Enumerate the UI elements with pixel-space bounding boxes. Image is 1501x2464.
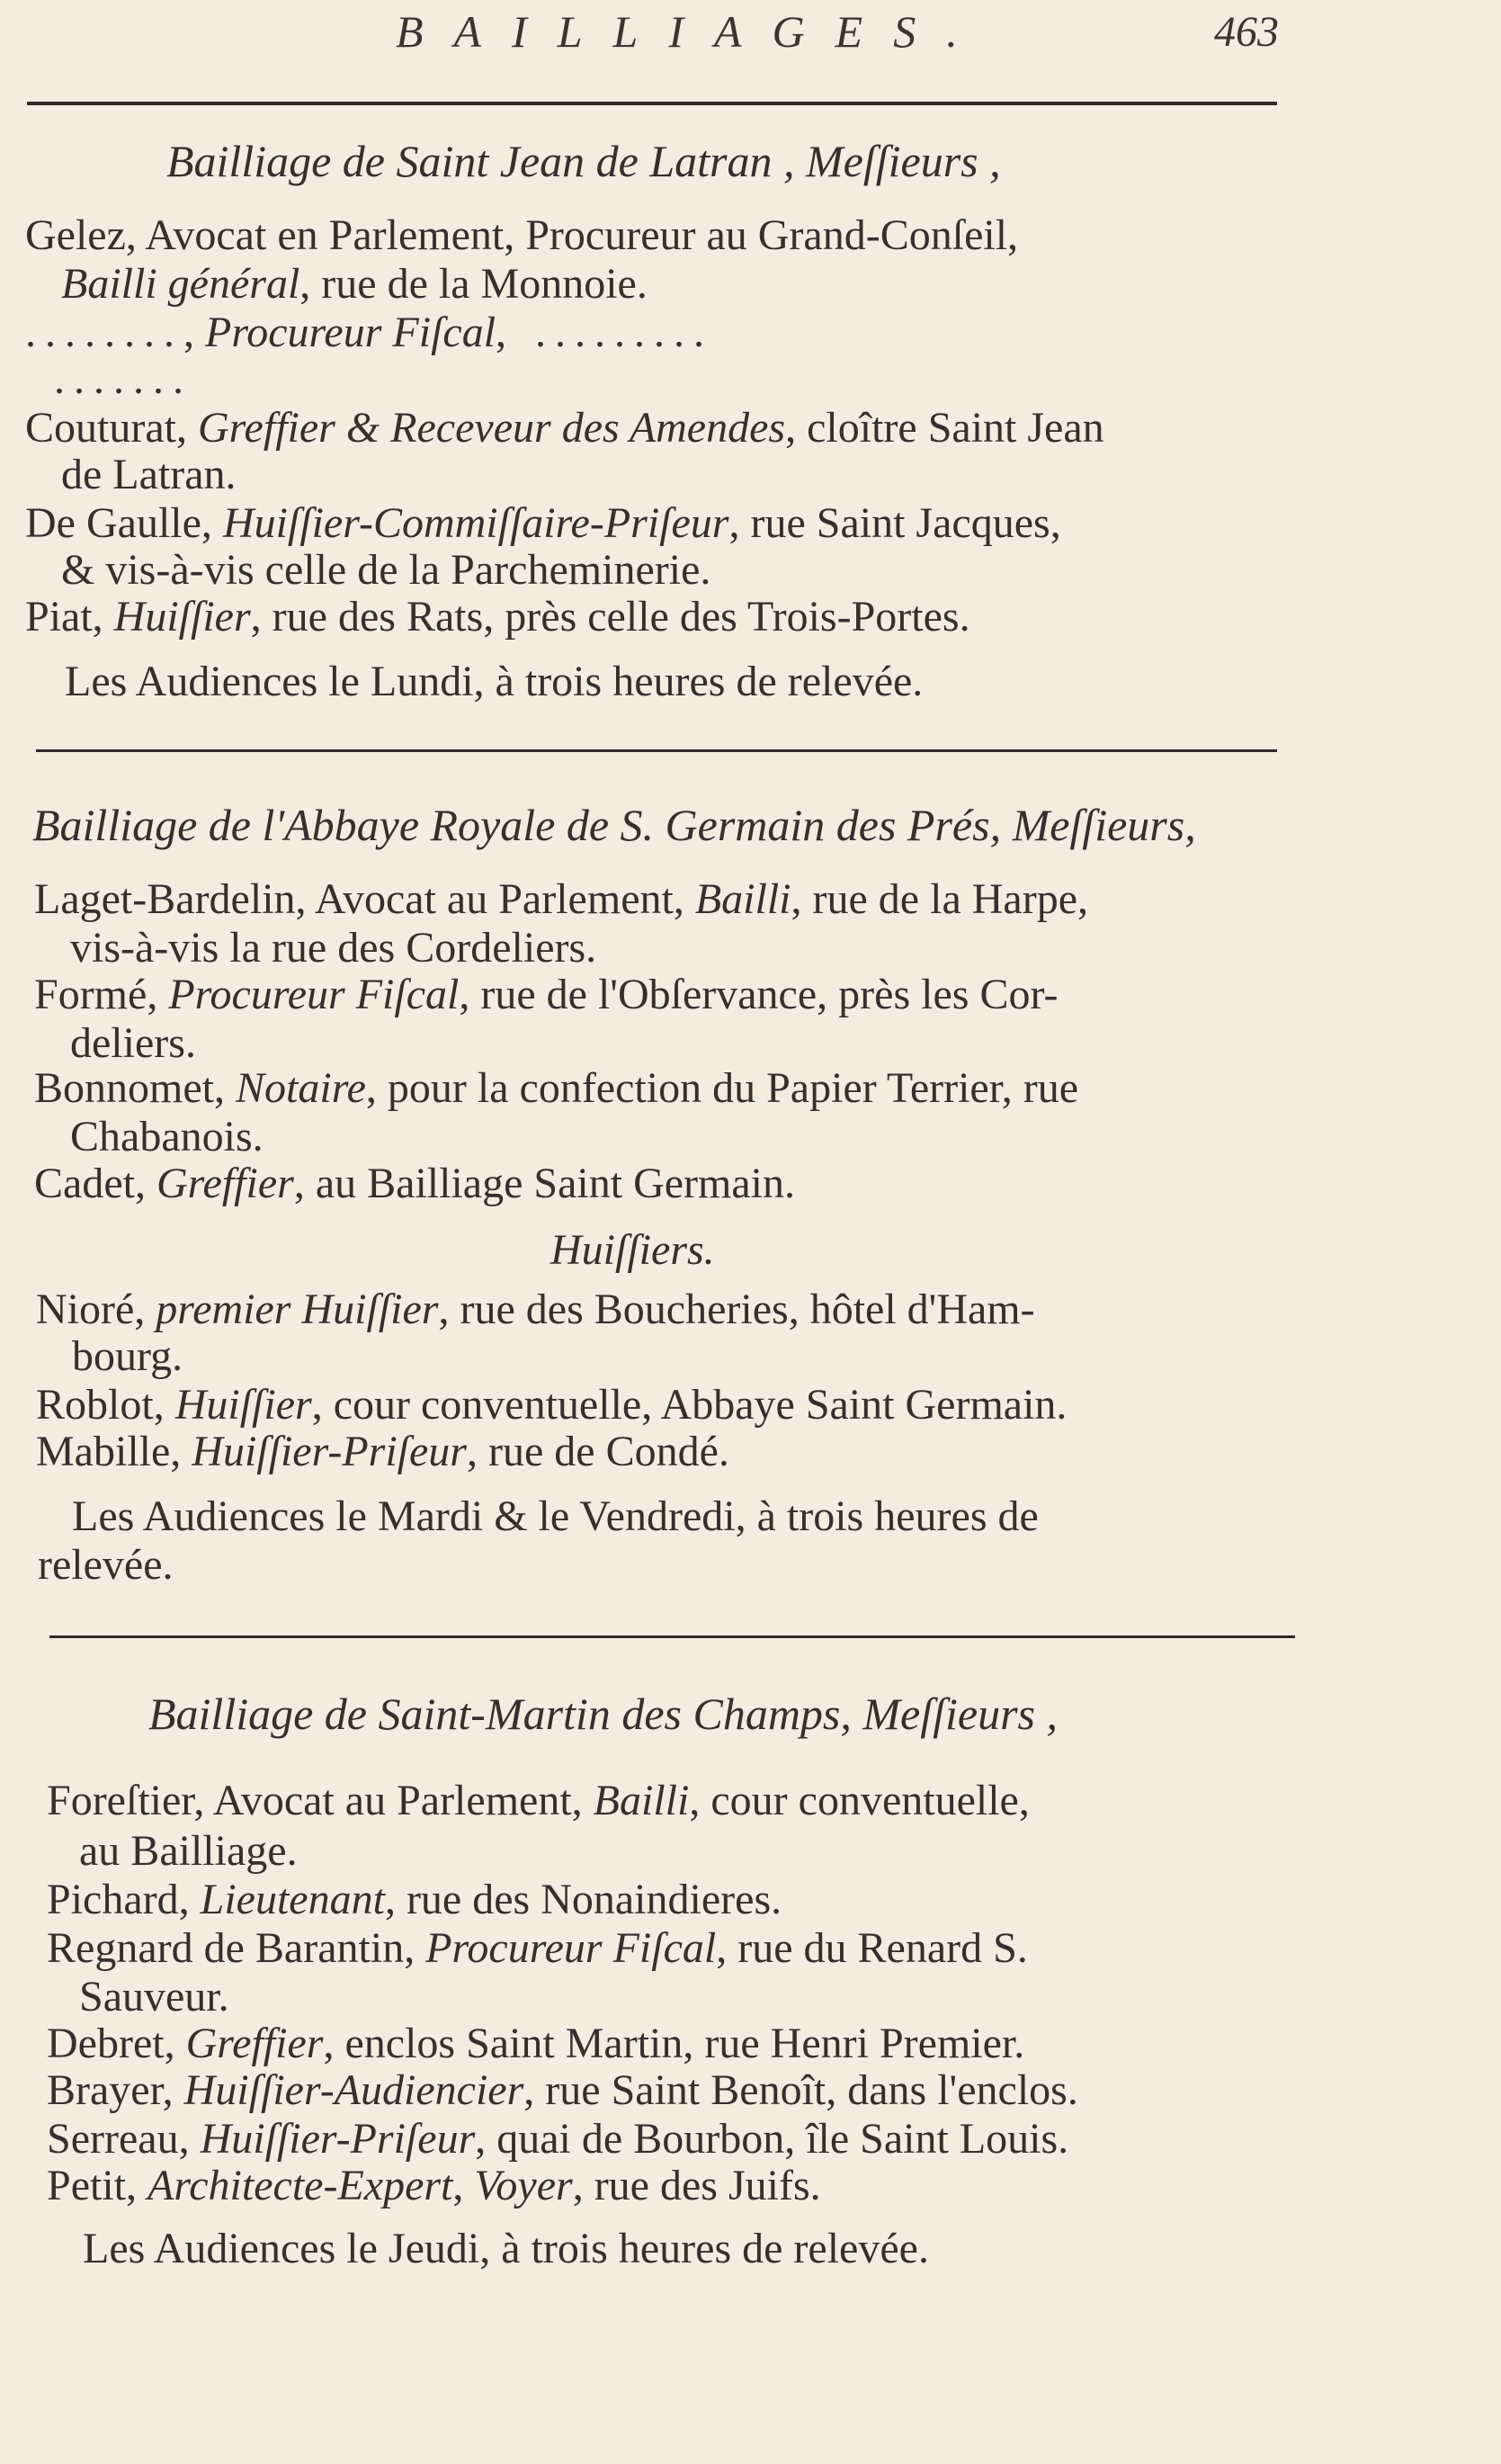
entry-gelez: Gelez, Avocat en Parlement, Procureur au Grand-Conſeil,: [25, 211, 1019, 259]
entry-laget: Laget-Bardelin, Avocat au Parlement, Bailli, rue de la Harpe,: [34, 875, 1089, 923]
entry-forme: Formé, Procureur Fiſcal, rue de l'Obſervance, près les Cor-: [34, 971, 1059, 1018]
section-divider-1: [36, 749, 1277, 752]
audiences-saint-martin: Les Audiences le Jeudi, à trois heures de relevée.: [83, 2225, 929, 2272]
entry-bonnomet: Bonnomet, Notaire, pour la confection du Papier Terrier, rue: [34, 1064, 1079, 1112]
entry-debret: Debret, Greffier, enclos Saint Martin, rue Henri Premier.: [47, 2020, 1025, 2067]
page-number: 463: [1214, 8, 1279, 56]
entry-de-gaulle: De Gaulle, Huiſſier-Commiſſaire-Priſeur, rue Saint Jacques,: [25, 499, 1061, 547]
entry-regnard: Regnard de Barantin, Procureur Fiſcal, rue du Renard S.: [47, 1924, 1028, 1972]
audiences-saint-germain: Les Audiences le Mardi & le Vendredi, à trois heures de: [72, 1492, 1039, 1540]
entry-pichard: Pichard, Lieutenant, rue des Nonaindieres.: [47, 1876, 782, 1923]
running-header: [0, 5, 1501, 68]
entry-dots: .......: [54, 355, 192, 403]
entry-forestier: Foreſtier, Avocat au Parlement, Bailli, cour conventuelle,: [47, 1777, 1030, 1824]
entry-forme-cont: deliers.: [70, 1019, 196, 1067]
audiences-saint-jean: Les Audiences le Lundi, à trois heures de relevée.: [65, 658, 924, 705]
entry-bonnomet-cont: Chabanois.: [70, 1113, 264, 1160]
section-heading-saint-martin: Bailliage de Saint-Martin des Champs, Meſſieurs ,: [148, 1689, 1059, 1739]
entry-roblot: Roblot, Huiſſier, cour conventuelle, Abbaye Saint Germain.: [36, 1381, 1068, 1429]
entry-couturat-cont: de Latran.: [61, 451, 237, 498]
entry-laget-cont: vis-à-vis la rue des Cordeliers.: [70, 924, 597, 972]
entry-regnard-cont: Sauveur.: [79, 1973, 229, 2020]
entry-brayer: Brayer, Huiſſier-Audiencier, rue Saint Benoît, dans l'enclos.: [47, 2066, 1078, 2114]
entry-procureur-fiscal: ........, Procureur Fiſcal, .........: [25, 309, 714, 356]
entry-serreau: Serreau, Huiſſier-Priſeur, quai de Bourbon, île Saint Louis.: [47, 2115, 1069, 2163]
entry-niore-cont: bourg.: [72, 1332, 183, 1380]
entry-niore: Nioré, premier Huiſſier, rue des Boucheries, hôtel d'Ham-: [36, 1286, 1035, 1333]
subheading-huissiers: Huiſſiers.: [550, 1226, 715, 1274]
header-rule: [27, 102, 1277, 105]
section-divider-2: [49, 1635, 1295, 1638]
entry-forestier-cont: au Bailliage.: [79, 1827, 298, 1875]
section-heading-saint-jean: Bailliage de Saint Jean de Latran , Meſſieurs ,: [166, 136, 1001, 186]
entry-cadet: Cadet, Greffier, au Bailliage Saint Germain.: [34, 1160, 796, 1207]
entry-de-gaulle-cont: & vis-à-vis celle de la Parcheminerie.: [61, 546, 711, 594]
section-heading-saint-germain: Bailliage de l'Abbaye Royale de S. Germain des Prés, Meſſieurs,: [32, 800, 1196, 850]
audiences-saint-germain-cont: relevée.: [38, 1541, 174, 1589]
entry-piat: Piat, Huiſſier, rue des Rats, près celle des Trois-Portes.: [25, 593, 970, 641]
running-title: BAILLIAGES.: [396, 6, 988, 57]
entry-gelez-cont: Bailli général, rue de la Monnoie.: [61, 260, 648, 308]
entry-couturat: Couturat, Greffier & Receveur des Amendes, cloître Saint Jean: [25, 404, 1104, 452]
entry-petit: Petit, Architecte-Expert, Voyer, rue des Juifs.: [47, 2162, 821, 2209]
entry-mabille: Mabille, Huiſſier-Priſeur, rue de Condé.: [36, 1428, 729, 1475]
